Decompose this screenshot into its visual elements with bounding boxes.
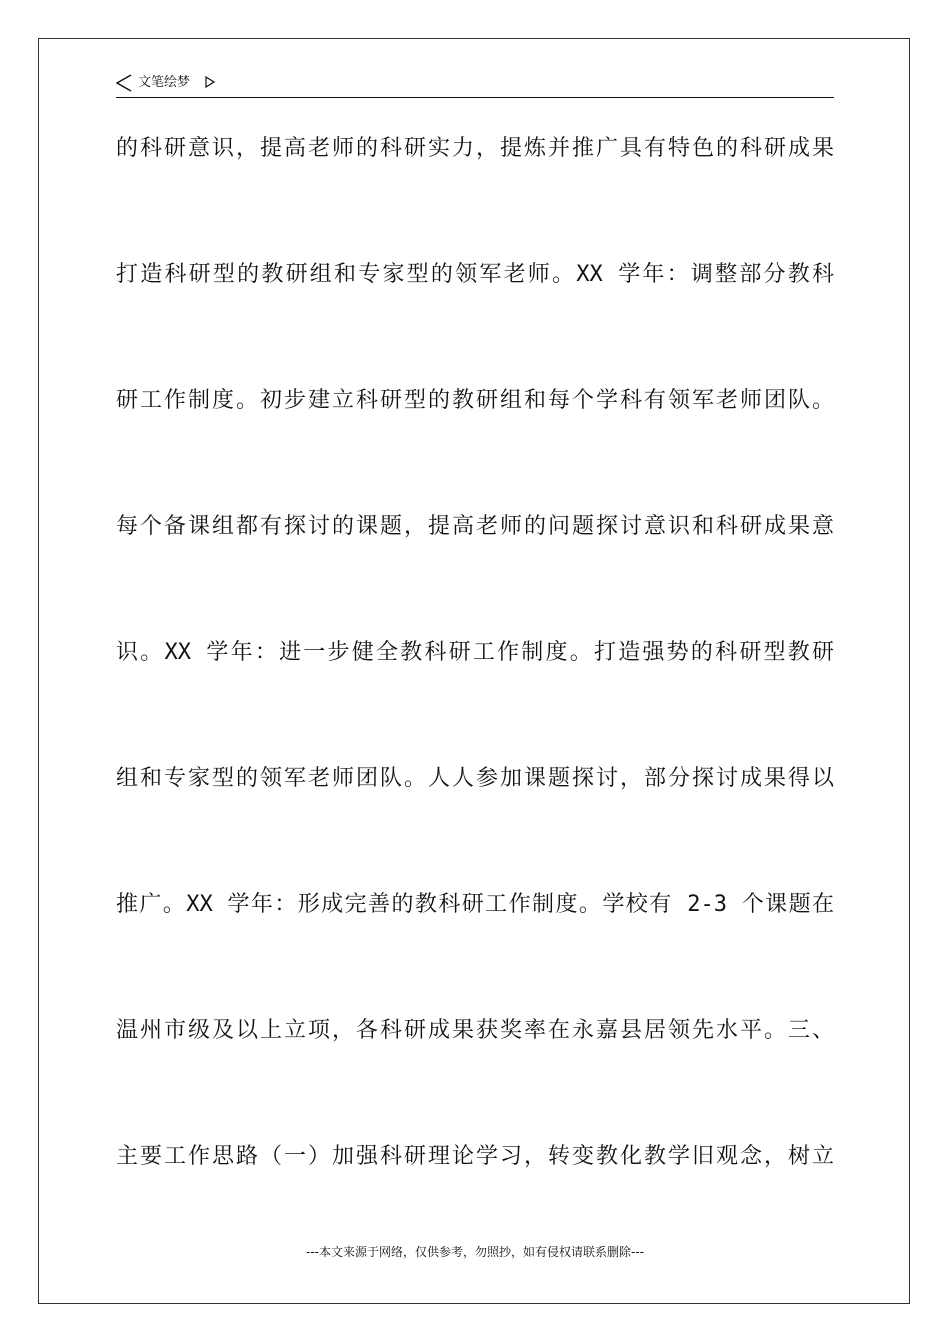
text-line: 组和专家型的领军老师团队。人人参加课题探讨，部分探讨成果得以 <box>116 766 834 791</box>
text-line: 每个备课组都有探讨的课题，提高老师的问题探讨意识和科研成果意 <box>116 514 834 539</box>
footer-disclaimer: ---本文来源于网络，仅供参考，勿照抄，如有侵权请联系删除--- <box>306 1245 644 1259</box>
text-line: 主要工作思路（一）加强科研理论学习，转变教化教学旧观念，树立 <box>116 1144 834 1169</box>
triangle-right-outline-icon <box>205 76 215 88</box>
page-header <box>116 72 834 98</box>
header-title: 文笔绘梦 <box>138 75 191 90</box>
text-line: 的科研意识，提高老师的科研实力，提炼并推广具有特色的科研成果 <box>116 136 834 161</box>
triangle-left-outline-icon <box>116 74 132 92</box>
text-line: 推广。XX 学年：形成完善的教科研工作制度。学校有 2-3 个课题在 <box>116 892 834 917</box>
text-line: 打造科研型的教研组和专家型的领军老师。XX 学年：调整部分教科 <box>116 262 834 287</box>
text-line: 温州市级及以上立项，各科研成果获奖率在永嘉县居领先水平。三、 <box>116 1018 834 1043</box>
text-line: 识。XX 学年：进一步健全教科研工作制度。打造强势的科研型教研 <box>116 640 834 665</box>
text-line: 研工作制度。初步建立科研型的教研组和每个学科有领军老师团队。 <box>116 388 834 413</box>
